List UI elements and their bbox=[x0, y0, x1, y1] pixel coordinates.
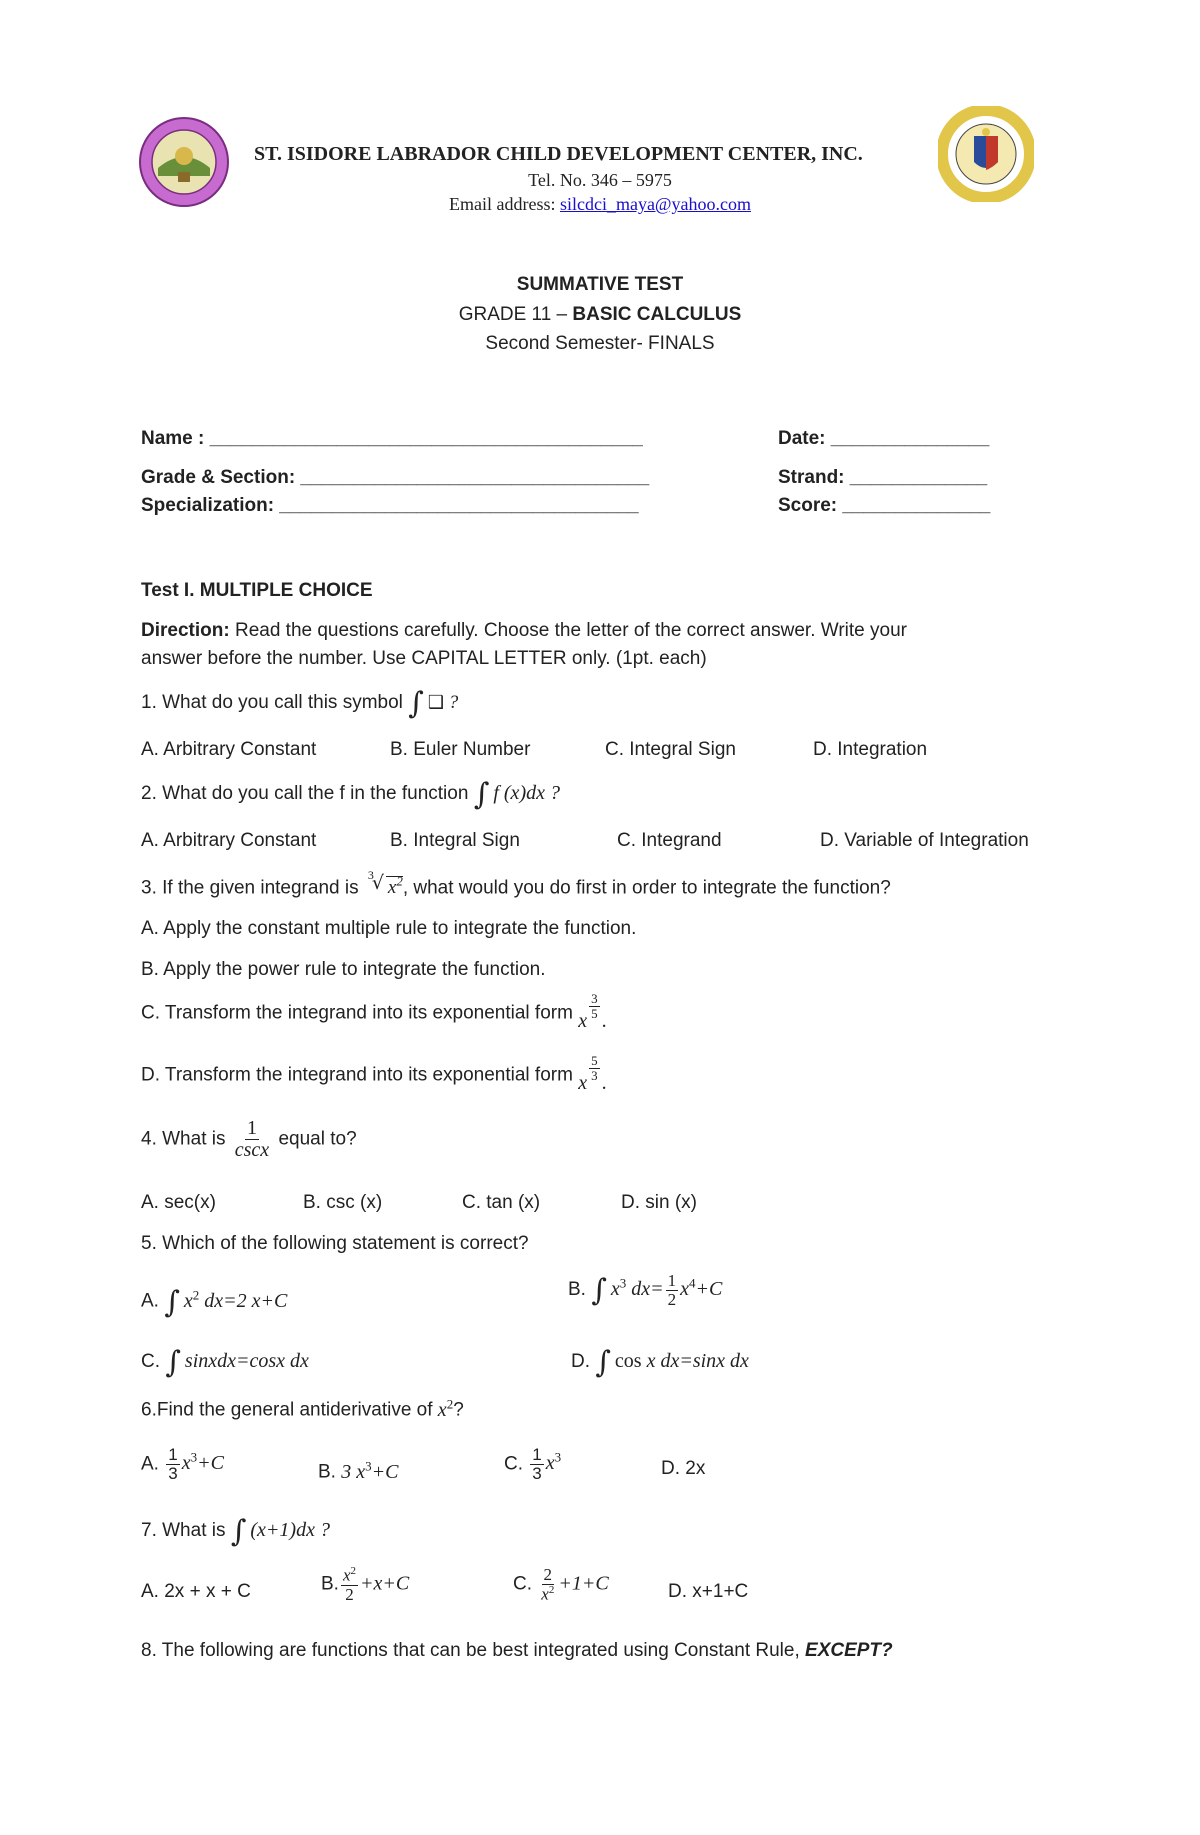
direction-label: Direction: bbox=[141, 620, 230, 641]
q6-choice-d: D. 2x bbox=[661, 1458, 706, 1479]
q5-choice-c: C. ∫ sinxdx=cosx dx bbox=[141, 1345, 309, 1380]
q2-expression: f (x)dx ? bbox=[493, 782, 560, 804]
q7-choice-b: B. $\frac{x^2}{2}$ +x+C bbox=[321, 1565, 410, 1604]
q2-choice-d: D. Variable of Integration bbox=[820, 830, 1029, 851]
q3-text-b: , what would you do first in order to integrate the function? bbox=[402, 877, 891, 899]
grade-label: GRADE 11 – bbox=[458, 304, 573, 325]
question-5: 5. Which of the following statement is correct? bbox=[141, 1233, 529, 1254]
q4-choice-c: C. tan (x) bbox=[462, 1192, 541, 1213]
q2-choice-c: C. Integrand bbox=[617, 830, 722, 851]
q3-choice-b: B. Apply the power rule to integrate the function. bbox=[141, 959, 546, 980]
placeholder-box-icon: ❑ bbox=[427, 692, 444, 713]
q5-choice-d: D. ∫ cos x dx=sinx dx bbox=[571, 1345, 749, 1380]
strand-field[interactable]: Strand: _____________ bbox=[778, 467, 988, 488]
q4-choice-d: D. sin (x) bbox=[621, 1192, 697, 1213]
q2-choice-a: A. Arbitrary Constant bbox=[141, 830, 317, 851]
q4-text-a: 4. What is bbox=[141, 1128, 231, 1150]
question-7: 7. What is ∫ (x+1)dx ? bbox=[141, 1514, 330, 1549]
grade-subject-line bbox=[0, 304, 1200, 326]
q4-choice-b: B. csc (x) bbox=[303, 1192, 383, 1213]
q6-choice-c: C. $\frac{1}{3}$ $x^3$ bbox=[504, 1445, 562, 1483]
integral-sign-icon: ∫ bbox=[408, 686, 424, 721]
date-field[interactable]: Date: _______________ bbox=[778, 428, 990, 449]
q7-choice-d: D. x+1+C bbox=[668, 1581, 749, 1602]
q4-text-b: equal to? bbox=[273, 1128, 357, 1150]
q3-choice-d-expr: x $\frac{5}{3}$ . bbox=[578, 1053, 607, 1094]
q2-text: 2. What do you call the f in the function bbox=[141, 783, 474, 804]
q5-choice-b: B. ∫ $x^3$ dx= $\frac{1}{2}$ $x^4+C$ bbox=[568, 1271, 723, 1309]
q4-choice-a: A. sec(x) bbox=[141, 1192, 216, 1213]
email-link[interactable]: silcdci_maya@yahoo.com bbox=[559, 194, 751, 214]
school-telephone: Tel. No. 346 – 5975 bbox=[528, 170, 672, 190]
q1-choice-a: A. Arbitrary Constant bbox=[141, 739, 317, 760]
page-title: SUMMATIVE TEST bbox=[516, 274, 684, 295]
name-field[interactable]: Name : _________________________________________ bbox=[141, 428, 643, 449]
direction-line-1 bbox=[141, 620, 907, 642]
q1-choice-d: D. Integration bbox=[813, 739, 928, 760]
email-label: Email address: bbox=[448, 194, 560, 214]
q7-choice-c: C. $\frac{2}{x^2}$ +1+C bbox=[513, 1565, 609, 1604]
grade-section-field[interactable]: Grade & Section: _________________________________ bbox=[141, 467, 650, 488]
school-name: ST. ISIDORE LABRADOR CHILD DEVELOPMENT CENTER, INC. bbox=[254, 143, 863, 165]
q1-choice-c: C. Integral Sign bbox=[605, 739, 736, 760]
direction-text: Read the questions carefully. Choose the letter of the correct answer. Write your bbox=[229, 620, 907, 641]
test-heading: Test I. MULTIPLE CHOICE bbox=[141, 580, 373, 601]
q3-choice-a: A. Apply the constant multiple rule to integrate the function. bbox=[141, 918, 637, 939]
subject-label: BASIC CALCULUS bbox=[572, 304, 742, 325]
semester-label: Second Semester- FINALS bbox=[485, 333, 715, 354]
q5-choice-a: A. ∫ $x^2$ dx=2 x+C bbox=[141, 1284, 288, 1320]
q3-choice-c-text: C. Transform the integrand into its exponential form bbox=[141, 1002, 579, 1024]
q3-choice-d bbox=[141, 1053, 607, 1094]
q3-choice-c bbox=[141, 991, 607, 1032]
specialization-field[interactable]: Specialization: __________________________________ bbox=[141, 495, 639, 516]
q1-qmark: ? bbox=[443, 692, 459, 713]
q1-text: 1. What do you call this symbol bbox=[141, 692, 409, 713]
q3-text-a: 3. If the given integrand is bbox=[141, 877, 364, 899]
school-email-line bbox=[0, 194, 1200, 215]
q4-fraction: $\frac{1}{\csc x}$ bbox=[234, 1117, 270, 1161]
question-6: 6.Find the general antiderivative of $x^2$? bbox=[141, 1396, 464, 1421]
question-2 bbox=[141, 777, 560, 812]
q7-choice-a: A. 2x + x + C bbox=[141, 1581, 251, 1602]
q3-choice-c-expr: x $\frac{3}{5}$ . bbox=[578, 991, 607, 1032]
q1-choice-b: B. Euler Number bbox=[390, 739, 531, 760]
q2-choice-b: B. Integral Sign bbox=[390, 830, 520, 851]
integral-sign-icon: ∫ bbox=[473, 777, 490, 812]
cube-root-icon: 3 √ $x^2$ bbox=[367, 868, 403, 899]
question-1 bbox=[141, 686, 459, 721]
q6-choice-a: A. $\frac{1}{3}$ $x^3+C$ bbox=[141, 1445, 224, 1483]
q6-choice-b: B. 3 $x^3+C$ bbox=[318, 1458, 399, 1483]
score-field[interactable]: Score: ______________ bbox=[778, 495, 991, 516]
question-8: 8. The following are functions that can be best integrated using Constant Rule, EXCEPT? bbox=[141, 1640, 893, 1661]
question-4 bbox=[141, 1118, 357, 1161]
question-3 bbox=[141, 868, 891, 899]
direction-line-2: answer before the number. Use CAPITAL LETTER only. (1pt. each) bbox=[141, 648, 707, 669]
q3-choice-d-text: D. Transform the integrand into its exponential form bbox=[141, 1064, 579, 1086]
